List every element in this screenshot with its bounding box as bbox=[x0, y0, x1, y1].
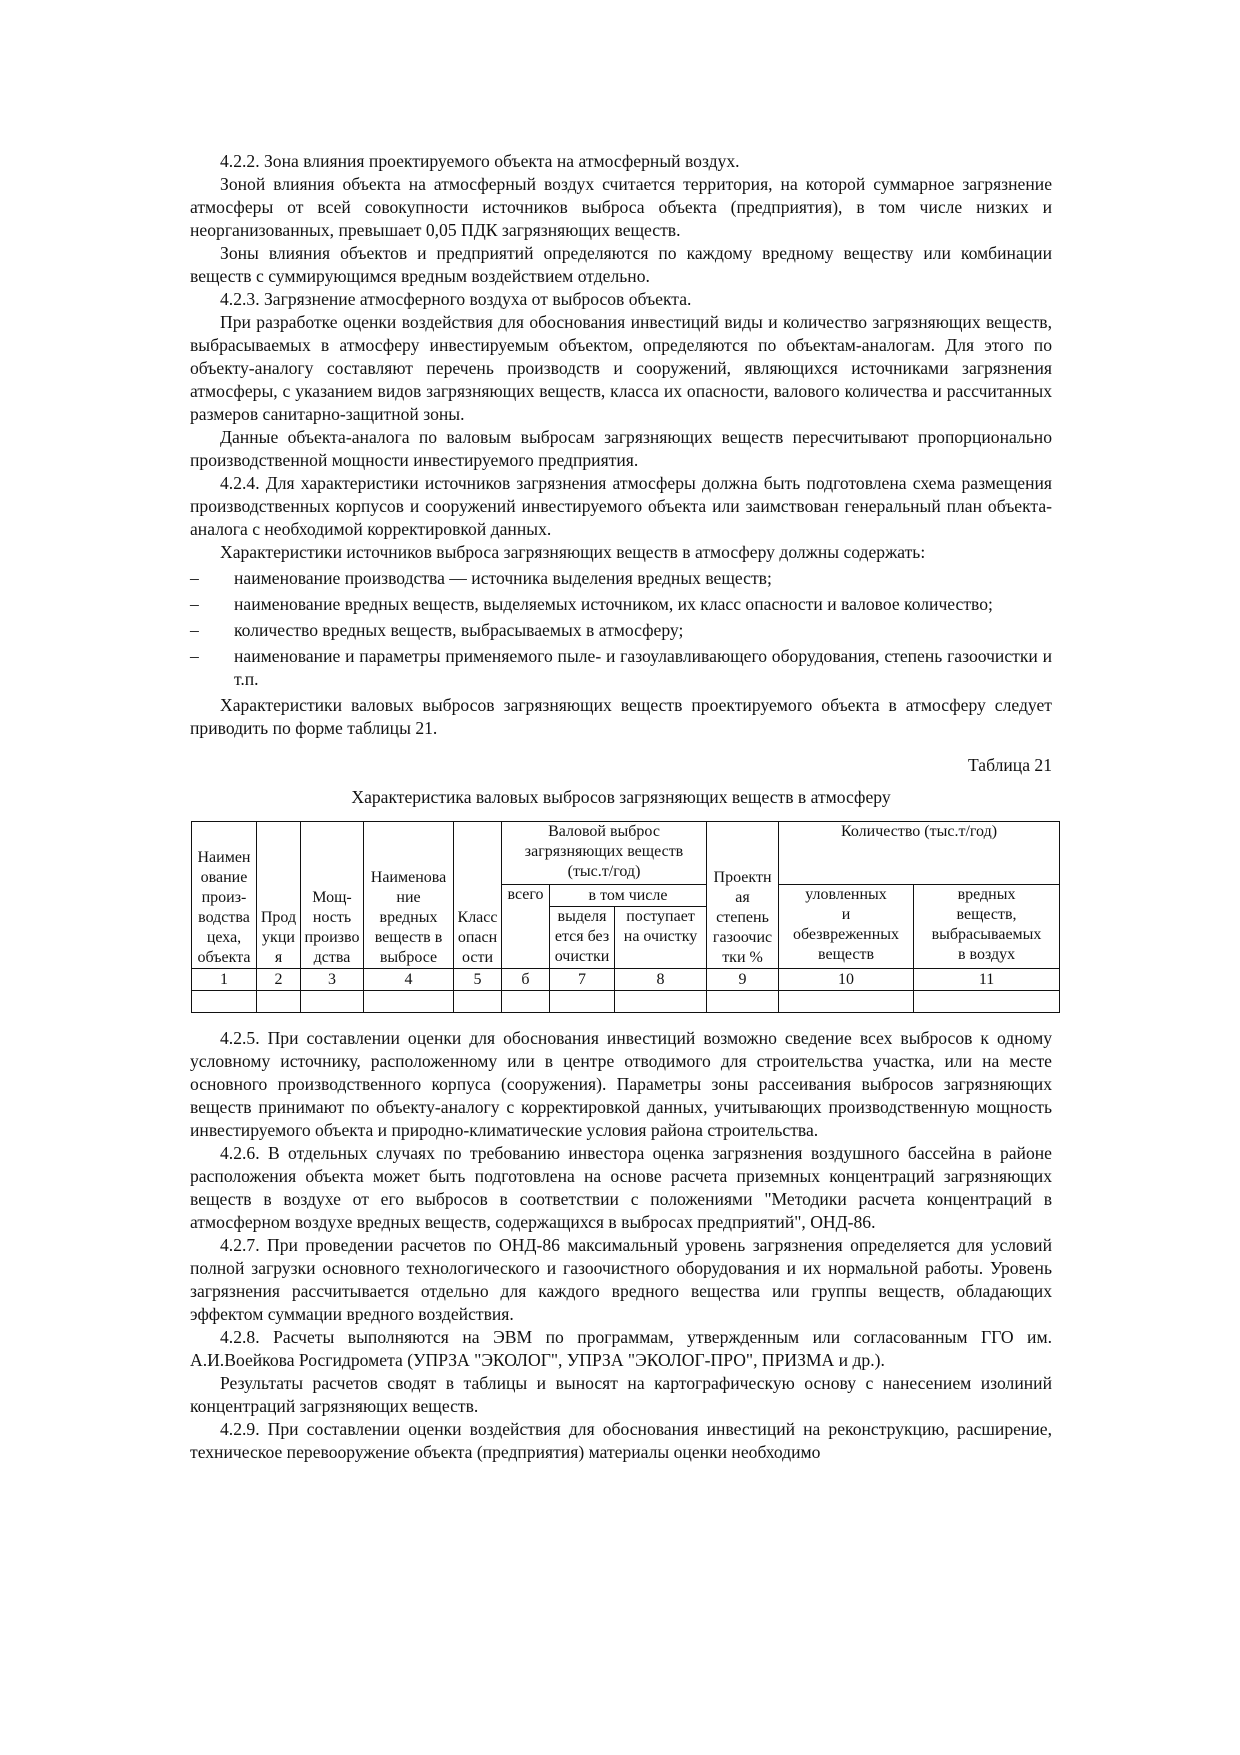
header-including: в том числе bbox=[550, 885, 707, 907]
column-number: 8 bbox=[615, 969, 707, 991]
paragraph: Данные объекта-аналога по валовым выбросам загрязняющих веществ пересчитывают пропорционально производственной мощности инвестируемого предприятия. bbox=[190, 427, 1052, 470]
header-hazard-class: Класс опасн ости bbox=[454, 822, 502, 969]
column-number: б bbox=[502, 969, 550, 991]
paragraph: Зоной влияния объекта на атмосферный воздух считается территория, на которой суммарное загрязнение атмосферы от всей совокупности источников выброса объекта (предприятия), в том числе низких и неорганизованных, превышает 0,05 ПДК загрязняющих веществ. bbox=[190, 174, 1052, 240]
list-item-text: наименование вредных веществ, выделяемых источником, их класс опасности и валовое количество; bbox=[234, 594, 993, 614]
column-number: 10 bbox=[779, 969, 914, 991]
section-after-table bbox=[190, 1027, 1052, 1464]
paragraph: 4.2.8. Расчеты выполняются на ЭВМ по программам, утвержденным или согласованным ГГО им. А.И.Воейкова Росгидромета (УПРЗА "ЭКОЛОГ", УПРЗА "ЭКОЛОГ-ПРО", ПРИЗМА и др.). bbox=[190, 1327, 1052, 1370]
list-item bbox=[190, 619, 1052, 642]
header-total: всего bbox=[502, 885, 550, 969]
column-number: 4 bbox=[364, 969, 454, 991]
paragraph: 4.2.6. В отдельных случаях по требованию инвестора оценка загрязнения воздушного бассейна в районе расположения объекта может быть подготовлена на основе расчета приземных концентраций загрязняющих веществ в воздухе от его выбросов в соответствии с положениями "Методики расчета концентраций в атмосферном воздухе вредных веществ, содержащихся в выбросах предприятий", ОНД-86. bbox=[190, 1143, 1052, 1232]
column-number: 7 bbox=[550, 969, 615, 991]
paragraph: 4.2.7. При проведении расчетов по ОНД-86 максимальный уровень загрязнения определяется для условий полной загрузки основного технологического и газоочистного оборудования и их нормальной работы. Уровень загрязнения рассчитывается отдельно для каждого вредного вещества или группы веществ, обладающих эффектом суммации вредного воздействия. bbox=[190, 1235, 1052, 1324]
header-released: вредных веществ, выбрасываемых в воздух bbox=[914, 885, 1060, 969]
emissions-table bbox=[191, 821, 1060, 1013]
paragraph: Результаты расчетов сводят в таблицы и выносят на картографическую основу с нанесением изолиний концентраций загрязняющих веществ. bbox=[190, 1373, 1052, 1416]
list-item bbox=[190, 593, 1052, 616]
paragraph: 4.2.2. Зона влияния проектируемого объекта на атмосферный воздух. bbox=[220, 151, 740, 171]
paragraph: Зоны влияния объектов и предприятий определяются по каждому вредному веществу или комбинации веществ с суммирующимся вредным воздействием отдельно. bbox=[190, 243, 1052, 286]
header-gross-emission: Валовой выброс загрязняющих веществ (тыс.т/год) bbox=[502, 822, 707, 885]
column-number: 3 bbox=[301, 969, 364, 991]
table-title: Характеристика валовых выбросов загрязняющих веществ в атмосферу bbox=[351, 787, 891, 807]
header-captured: уловленных и обезвреженных веществ bbox=[779, 885, 914, 969]
table-number: Таблица 21 bbox=[967, 755, 1052, 775]
table-row-empty bbox=[192, 991, 1060, 1013]
dash-bullet: – bbox=[190, 620, 199, 640]
requirements-list bbox=[190, 567, 1052, 691]
column-number: 11 bbox=[914, 969, 1060, 991]
dash-bullet: – bbox=[190, 568, 199, 588]
list-item bbox=[190, 567, 1052, 590]
paragraph: 4.2.3. Загрязнение атмосферного воздуха от выбросов объекта. bbox=[220, 289, 692, 309]
document-page bbox=[190, 150, 1052, 1464]
paragraph: 4.2.4. Для характеристики источников загрязнения атмосферы должна быть подготовлена схема размещения производственных корпусов и сооружений инвестируемого объекта или заимствован генеральный план объекта-аналога с необходимой корректировкой данных. bbox=[190, 473, 1052, 539]
dash-bullet: – bbox=[190, 594, 199, 614]
header-cleaning-degree: Проектн ая степень газоочис тки % bbox=[707, 822, 779, 969]
list-item bbox=[190, 645, 1052, 691]
column-number: 5 bbox=[454, 969, 502, 991]
header-to-cleaning: поступает на очистку bbox=[615, 907, 707, 969]
column-number: 9 bbox=[707, 969, 779, 991]
dash-bullet: – bbox=[190, 646, 199, 666]
column-number: 2 bbox=[257, 969, 301, 991]
header-without-cleaning: выделя ется без очистки bbox=[550, 907, 615, 969]
column-number: 1 bbox=[192, 969, 257, 991]
paragraph: Характеристики источников выброса загрязняющих веществ в атмосферу должны содержать: bbox=[220, 542, 926, 562]
list-item-text: наименование и параметры применяемого пыле- и газоулавливающего оборудования, степень газоочистки и т.п. bbox=[234, 646, 1052, 689]
list-item-text: наименование производства — источника выделения вредных веществ; bbox=[234, 568, 772, 588]
paragraph: При разработке оценки воздействия для обоснования инвестиций виды и количество загрязняющих веществ, выбрасываемых в атмосферу инвестируемым объектом, определяются по объектам-аналогам. Для этого по объекту-аналогу составляют перечень производств и сооружений, являющихся источниками загрязнения атмосферы, с указанием видов загрязняющих веществ, класса их опасности, валового количества и рассчитанных размеров санитарно-защитной зоны. bbox=[190, 312, 1052, 424]
list-item-text: количество вредных веществ, выбрасываемых в атмосферу; bbox=[234, 620, 684, 640]
header-quantity: Количество (тыс.т/год) bbox=[779, 822, 1060, 885]
paragraph: Характеристики валовых выбросов загрязняющих веществ проектируемого объекта в атмосферу следует приводить по форме таблицы 21. bbox=[190, 695, 1052, 738]
paragraph: 4.2.5. При составлении оценки для обоснования инвестиций возможно сведение всех выбросов к одному условному источнику, расположенному или в центре отводимого для строительства участка, или на месте основного производственного корпуса (сооружения). Параметры зоны рассеивания выбросов загрязняющих веществ принимают по объекту-аналогу с корректировкой данных, учитывающих производственную мощность инвестируемого объекта и природно-климатические условия района строительства. bbox=[190, 1028, 1052, 1140]
header-substances: Наименова ние вредных веществ в выбросе bbox=[364, 822, 454, 969]
header-production-name: Наимен ование произ- водства цеха, объекта bbox=[192, 822, 257, 969]
paragraph: 4.2.9. При составлении оценки воздействия для обоснования инвестиций на реконструкцию, расширение, техническое перевооружение объекта (предприятия) материалы оценки необходимо bbox=[190, 1419, 1052, 1462]
header-product: Прод укци я bbox=[257, 822, 301, 969]
header-capacity: Мощ- ность произво дства bbox=[301, 822, 364, 969]
